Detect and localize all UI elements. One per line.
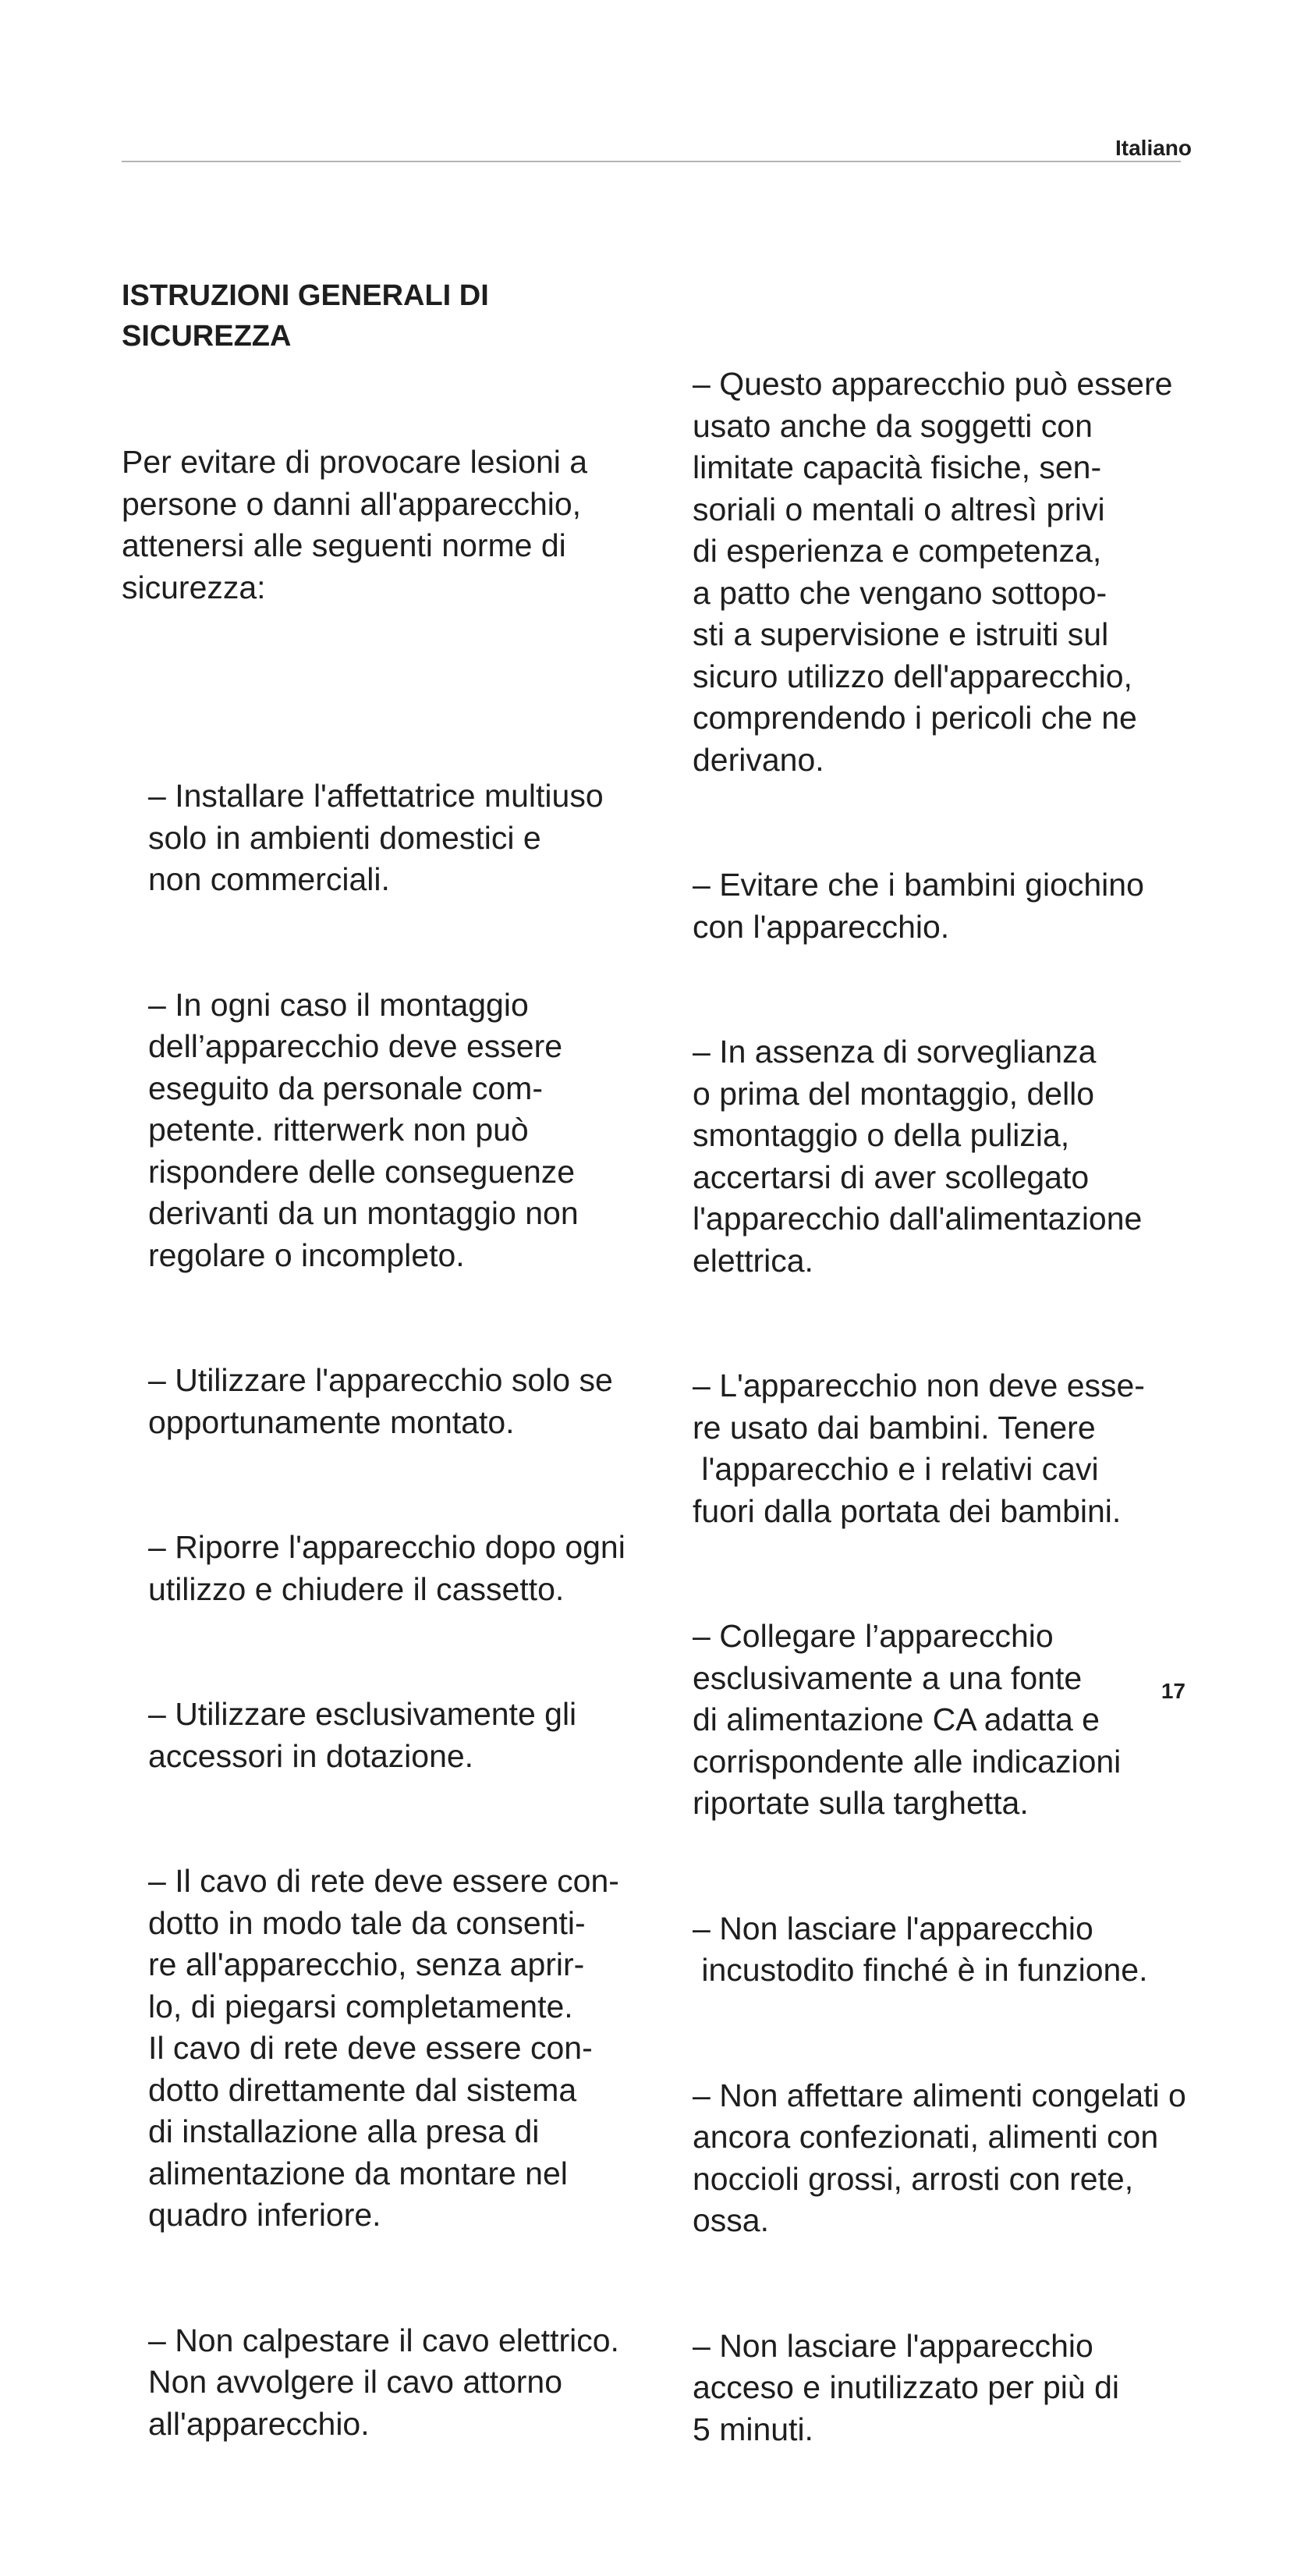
safety-item: – In assenza di sorveglianza o prima del montaggio, dello smontaggio o della pulizia, accertarsi di aver scollegato l'apparecchio dall'alimentazione elettrica. xyxy=(693,1034,1143,1279)
safety-item: – Non calpestare il cavo elettrico. Non avvolgere il cavo attorno all'apparecchio. xyxy=(148,2322,619,2442)
safety-item: – Collegare l’apparecchio esclusivamente a una fonte di alimentazione CA adatta e corrispondente alle indicazioni riportate sulla targhetta. xyxy=(693,1618,1122,1821)
left-column xyxy=(122,192,626,2571)
safety-item: – Riporre l'apparecchio dopo ogni utilizzo e chiudere il cassetto. xyxy=(148,1529,626,1607)
safety-item: – L'apparecchio non deve esse- re usato dai bambini. Tenere l'apparecchio e i relativi cavi fuori dalla portata dei bambini. xyxy=(693,1368,1145,1529)
safety-item: – Questo apparecchio può essere usato anche da soggetti con limitate capacità fisiche, sen- soriali o mentali o altresì privi di esperienza e competenza, a patto che vengano sottopo- sti a supervisione e istruiti sul sicuro utilizzo dell'apparecchio, comprendendo i pericoli che ne derivano. xyxy=(693,366,1173,778)
page-number: 17 xyxy=(1161,1679,1185,1703)
intro-paragraph: Per evitare di provocare lesioni a persone o danni all'apparecchio, attenersi alle seguenti norme di sicurezza: xyxy=(122,444,588,605)
section-title: ISTRUZIONI GENERALI DI SICUREZZA xyxy=(122,279,489,353)
safety-list-left xyxy=(122,692,626,2528)
safety-item: – Non affettare alimenti congelati o ancora confezionati, alimenti con noccioli grossi, arrosti con rete, ossa. xyxy=(693,2077,1186,2238)
safety-item: – In ogni caso il montaggio dell’apparecchio deve essere eseguito da personale com- petente. ritterwerk non può rispondere delle conseguenze derivanti da un montaggio non regolare o incompleto. xyxy=(148,986,579,1273)
safety-item: – Non lasciare l'apparecchio acceso e inutilizzato per più di 5 minuti. xyxy=(693,2327,1119,2447)
header-language: Italiano xyxy=(1115,136,1192,160)
safety-item: – Non lasciare l'apparecchio incustodito finché è in funzione. xyxy=(693,1910,1148,1988)
safety-item: – Installare l'affettatrice multiuso solo in ambienti domestici e non commerciali. xyxy=(148,778,604,897)
safety-item: – Il cavo di rete deve essere con- dotto in modo tale da consenti- re all'apparecchio, senza aprir- lo, di piegarsi completamente. Il cavo di rete deve essere con- dotto direttamente dal sistema di installazione alla presa di alimentazione da montare nel quadro inferiore. xyxy=(148,1863,619,2233)
safety-item: – Utilizzare l'apparecchio solo se opportunamente montato. xyxy=(148,1362,613,1440)
right-column xyxy=(693,197,1186,2576)
safety-list-right xyxy=(693,280,1186,2534)
header-divider xyxy=(122,161,1181,162)
safety-item: – Utilizzare esclusivamente gli accessori in dotazione. xyxy=(148,1696,577,1774)
safety-item: – Evitare che i bambini giochino con l'apparecchio. xyxy=(693,867,1144,945)
